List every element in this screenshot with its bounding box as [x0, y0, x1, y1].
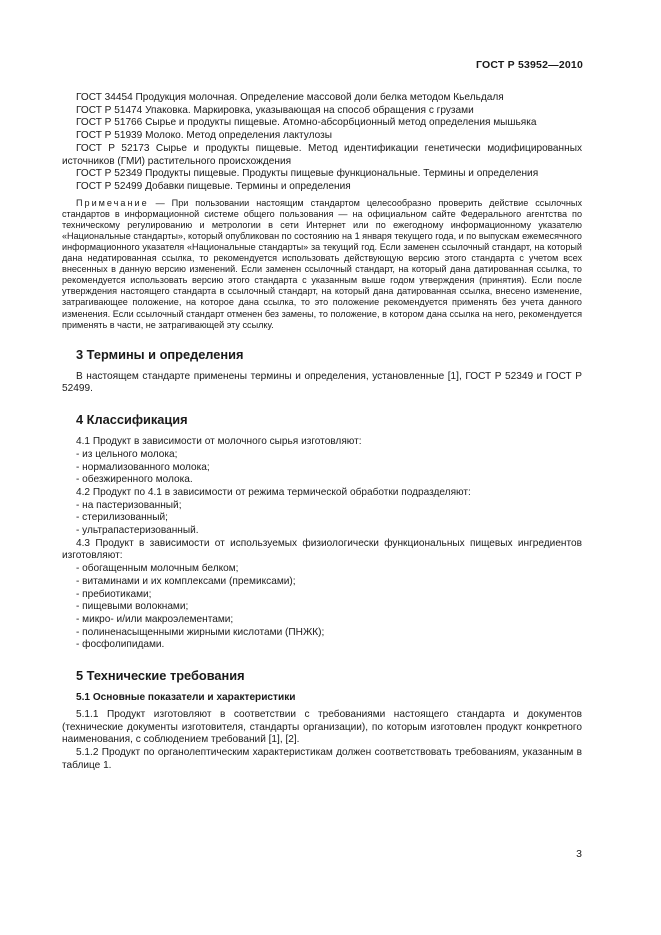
list-item: - витаминами и их комплексами (премиксами);: [76, 575, 296, 587]
reference-item: ГОСТ Р 52173 Сырье и продукты пищевые. Метод идентификации генетически модифицированных источников (ГМИ) растительного происхождения: [62, 142, 582, 167]
document-header: ГОСТ Р 53952—2010: [475, 59, 583, 71]
clause-4-2: 4.2 Продукт по 4.1 в зависимости от режима термической обработки подразделяют:: [76, 486, 471, 498]
clause-4-3: 4.3 Продукт в зависимости от используемых физиологически функциональных пищевых ингредиентов изготовляют:: [62, 537, 582, 562]
list-item: - полиненасыщенными жирными кислотами (ПНЖК);: [76, 626, 325, 638]
section-3-text: В настоящем стандарте применены термины и определения, установленные [1], ГОСТ Р 52349 и ГОСТ Р 52499.: [62, 370, 582, 395]
page-number: 3: [576, 848, 582, 860]
clause-5-1-2: 5.1.2 Продукт по органолептическим характеристикам должен соответствовать требованиям, указанным в таблице 1.: [62, 746, 582, 771]
list-item: - пищевыми волокнами;: [76, 601, 189, 613]
section-3-heading: 3 Термины и определения: [76, 346, 244, 362]
list-item: - нормализованного молока;: [76, 461, 210, 473]
note-block: [62, 198, 582, 331]
list-item: - ультрапастеризованный.: [76, 525, 199, 537]
list-item: - на пастеризованный;: [76, 499, 182, 511]
list-item: - стерилизованный;: [76, 512, 168, 524]
list-item: - из цельного молока;: [76, 448, 178, 460]
list-item: - микро- и/или макроэлементами;: [76, 614, 234, 625]
reference-item: ГОСТ Р 52349 Продукты пищевые. Продукты пищевые функциональные. Термины и определения: [76, 168, 539, 180]
reference-item: ГОСТ Р 51939 Молоко. Метод определения лактулозы: [76, 130, 332, 142]
list-item: - обезжиренного молока.: [76, 474, 193, 486]
clause-5-1-1: 5.1.1 Продукт изготовляют в соответствии с требованиями настоящего стандарта и документов (технические документы изготовителя, стандарты организации), по которым изготовлен продукт конкретного наименования, с соблюдением требований [1], [2].: [62, 708, 582, 746]
note-text: — При пользовании настоящим стандартом целесообразно проверить действие ссылочных стандартов в информационной системе общего пользования — на официальном сайте Федерального агентства по техническому регулированию и метрологии в сети Интернет или по ежегодному информационному указателю «Национальные стандарты», который опубликован по состоянию на 1 января текущего года, и по выпускам ежемесячного информационного указателя «Национальные стандарты» за текущий год. Если заменен ссылочный стандарт, на который дана недатированная ссылка, то рекомендуется использовать действующую версию этого стандарта с учетом всех внесенных в данную версию изменений. Если заменен ссылочный стандарт, на который дана датированная ссылка, то рекомендуется использовать версию этого стандарта с указанным выше годом утверждения (принятия). Если после утверждения настоящего стандарта в ссылочный стандарт, на который дана датированная ссылка, внесено изменение, затрагивающее положение, на которое дана ссылка, то это положение рекомендуется применять без учета данного изменения. Если ссылочный стандарт отменен без замены, то положение, в котором дана ссылка на него, рекомендуется применять в части, не затрагивающей эту ссылку.: [62, 197, 582, 330]
list-item: - обогащенным молочным белком;: [76, 563, 239, 575]
section-5-heading: 5 Технические требования: [76, 668, 245, 684]
clause-4-1: 4.1 Продукт в зависимости от молочного сырья изготовляют:: [76, 436, 362, 448]
subsection-5-1-heading: 5.1 Основные показатели и характеристики: [76, 692, 296, 704]
reference-item: ГОСТ Р 51474 Упаковка. Маркировка, указывающая на способ обращения с грузами: [76, 104, 474, 116]
list-item: - пребиотиками;: [76, 588, 152, 600]
list-item: - фосфолипидами.: [76, 639, 165, 651]
reference-item: ГОСТ 34454 Продукция молочная. Определение массовой доли белка методом Кьельдаля: [76, 92, 504, 103]
page-content: [62, 92, 582, 772]
reference-item: ГОСТ Р 52499 Добавки пищевые. Термины и определения: [76, 180, 351, 192]
reference-item: ГОСТ Р 51766 Сырье и продукты пищевые. Атомно-абсорбционный метод определения мышьяка: [76, 117, 537, 129]
section-4-heading: 4 Классификация: [76, 412, 188, 428]
note-label: Примечание: [76, 197, 149, 208]
